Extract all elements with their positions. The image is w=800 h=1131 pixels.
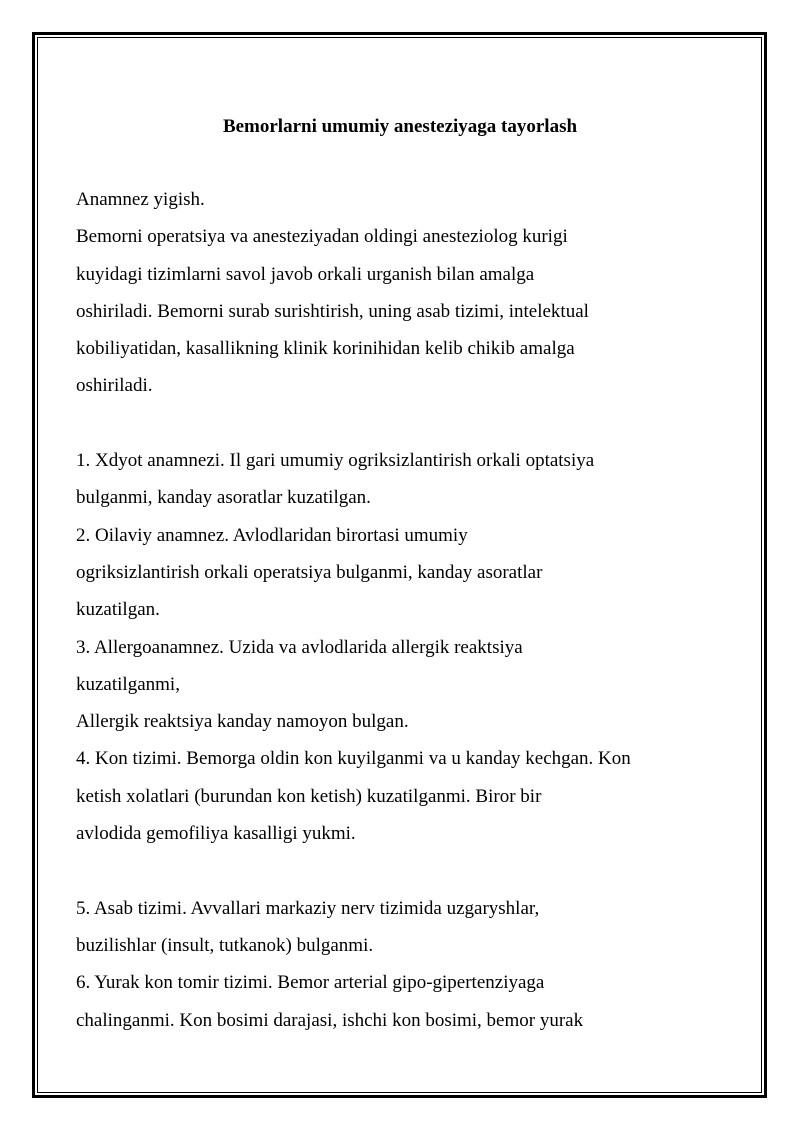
text-line: buzilishlar (insult, tutkanok) bulganmi.: [76, 934, 374, 956]
text-line: ketish xolatlari (burundan kon ketish) kuzatilganmi. Biror bir: [76, 785, 542, 807]
paragraph-gap: [76, 411, 726, 448]
text-line: Bemorni operatsiya va anesteziyadan oldingi anesteziolog kurigi: [76, 226, 568, 248]
text-line: kobiliyatidan, kasallikning klinik korinihidan kelib chikib amalga: [76, 338, 575, 360]
text-line: chalinganmi. Kon bosimi darajasi, ishchi kon bosimi, bemor yurak: [76, 1009, 584, 1031]
text-line: oshiriladi. Bemorni surab surishtirish, uning asab tizimi, intelektual: [76, 300, 589, 322]
document-body: [76, 187, 726, 1045]
document-title: Bemorlarni umumiy anesteziyaga tayorlash: [222, 116, 578, 137]
paragraph-gap: [76, 858, 726, 895]
text-line: bulganmi, kanday asoratlar kuzatilgan.: [76, 487, 371, 509]
text-line: kuyidagi tizimlarni savol javob orkali urganish bilan amalga: [76, 263, 535, 285]
text-line: Allergik reaktsiya kanday namoyon bulgan.: [76, 711, 409, 733]
text-line: kuzatilganmi,: [76, 673, 180, 695]
text-line: 1. Xdyot anamnezi. Il gari umumiy ogriksizlantirish orkali optatsiya: [76, 450, 595, 472]
text-line: 3. Allergoanamnez. Uzida va avlodlarida allergik reaktsiya: [76, 636, 523, 658]
text-line: kuzatilgan.: [76, 599, 160, 621]
text-line: 6. Yurak kon tomir tizimi. Bemor arterial gipo-gipertenziyaga: [76, 972, 545, 994]
text-line: 5. Asab tizimi. Avvallari markaziy nerv tizimida uzgaryshlar,: [76, 897, 540, 919]
text-line: 4. Kon tizimi. Bemorga oldin kon kuyilganmi va u kanday kechgan. Kon: [76, 748, 631, 770]
text-line: Anamnez yigish.: [76, 189, 205, 210]
text-line: avlodida gemofiliya kasalligi yukmi.: [76, 823, 356, 845]
text-line: oshiriladi.: [76, 375, 153, 397]
text-line: ogriksizlantirish orkali operatsiya bulganmi, kanday asoratlar: [76, 561, 543, 583]
text-line: 2. Oilaviy anamnez. Avlodlaridan birortasi umumiy: [76, 524, 468, 546]
